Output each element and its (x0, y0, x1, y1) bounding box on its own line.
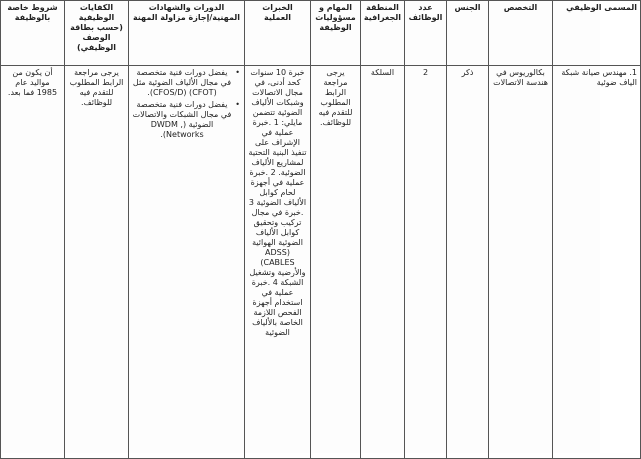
courses-list (132, 68, 241, 140)
course-item: • يفضل دورات فنية متخصصة في مجال الألياف الضوئية مثل (CFOT) (CFOS/D). (132, 68, 232, 98)
job-title-text: مهندس صيانة شبكة الياف ضوئية (561, 68, 637, 87)
row-number: 1. (629, 68, 637, 77)
header-tasks: المهام و مسؤوليات الوظيفة (311, 1, 361, 66)
cell-specialty: بكالوريوس في هندسة الاتصالات (489, 66, 553, 459)
table-row (1, 66, 641, 459)
course-item: • يفضل دورات فنية متخصصة في مجال الشبكات والاتصالات الضوئية (DWDM , Networks). (132, 100, 232, 140)
header-gender: الجنس (447, 1, 489, 66)
cell-job-title (553, 66, 641, 459)
header-specialty: التخصص (489, 1, 553, 66)
cell-experience: خبرة 10 سنوات كحد أدنى، في مجال الاتصالات وشبكات الألياف الضوئية تتضمن مايلي: 1 .خبرة عملية في الإشراف على تنفيذ البنية التحتية لمشاريع الألياف الضوئية. 2 .خبرة عملية في أجهزة لحام كوابل الألياف الضوئية 3 .خبرة في مجال تركيب وتحقيق كوابل الألياف الضوئية الهوائية (ADSS CABLES) والأرضية وتشغيل الشبكة 4 .خبرة عملية في استخدام أجهزة الفحص اللازمة الخاصة بالألياف الضوئية (245, 66, 311, 459)
cell-job-count: 2 (405, 66, 447, 459)
cell-region: السلكة (361, 66, 405, 459)
header-courses: الدورات والشهادات المهنية/إجازة مزاولة المهنة (129, 1, 245, 66)
cell-conditions: أن يكون من مواليد عام 1985 فما بعد. (1, 66, 65, 459)
header-job-title: المسمى الوظيفي (553, 1, 641, 66)
header-job-count: عدد الوظائف (405, 1, 447, 66)
cell-gender: ذكر (447, 66, 489, 459)
header-conditions: شروط خاصة بالوظيفة (1, 1, 65, 66)
header-competencies: الكفايات الوظيفية (حسب بطاقة الوصف الوظيفي) (65, 1, 129, 66)
header-region: المنطقة الجغرافية (361, 1, 405, 66)
header-experience: الخبرات العملية (245, 1, 311, 66)
cell-competencies: يرجى مراجعة الرابط المطلوب للتقدم فيه للوظائف. (65, 66, 129, 459)
table-header-row (1, 1, 641, 66)
cell-courses (129, 66, 245, 459)
cell-tasks: يرجى مراجعة الرابط المطلوب للتقدم فيه للوظائف. (311, 66, 361, 459)
